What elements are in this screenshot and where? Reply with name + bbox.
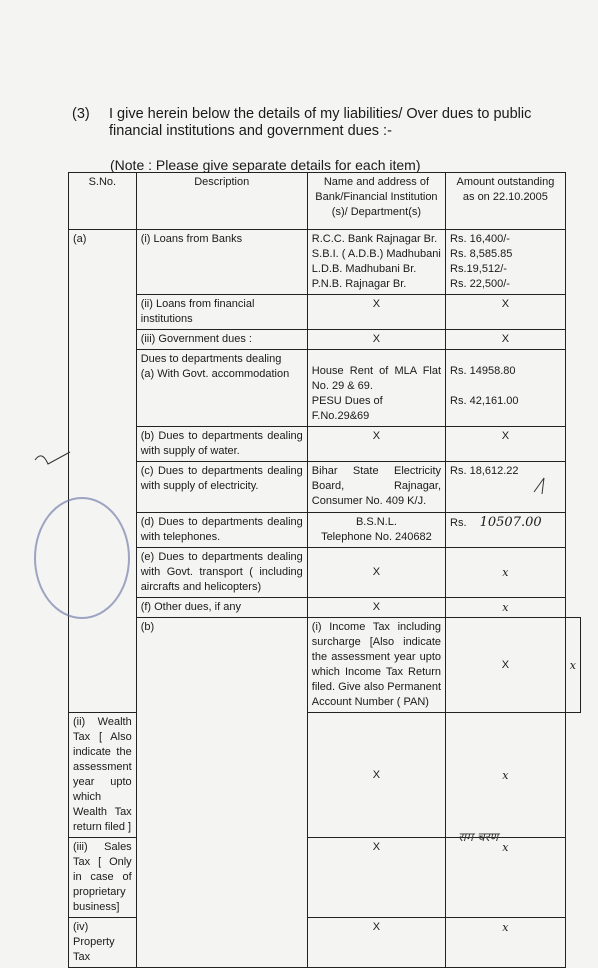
row-sno-a: (a): [69, 230, 137, 713]
handwritten-signature: राम चरण: [458, 830, 499, 844]
row-desc: [136, 350, 307, 427]
row-desc-line: (a) With Govt. accommodation: [140, 368, 290, 380]
row-amounts: [446, 230, 566, 295]
row-desc: (i) Income Tax including surcharge [Also indicate the assessment year upto which Income Tax Return filed. Give also Permanent Account Number ( PAN): [307, 618, 445, 713]
row-name-line: B.S.N.L.: [355, 516, 397, 528]
row-name: X: [307, 427, 445, 462]
loan-amount: Rs.19,512/-: [450, 263, 507, 275]
office-stamp: [34, 497, 130, 619]
table-row: [69, 618, 581, 713]
row-sno-b: (b): [136, 618, 307, 968]
row-name: X: [446, 618, 566, 713]
table-row: [69, 427, 581, 462]
table-row: [69, 330, 581, 350]
table-row: [69, 462, 581, 513]
table-row: [69, 230, 581, 295]
section-number: (3): [72, 106, 90, 122]
row-amount-line: Rs. 42,161.00: [450, 395, 519, 407]
row-desc: (f) Other dues, if any: [136, 598, 307, 618]
header-amount: Amount outstanding as on 22.10.2005: [446, 173, 566, 230]
table-row: [69, 295, 581, 330]
row-name: X: [307, 598, 445, 618]
loan-amount: Rs. 22,500/-: [450, 278, 510, 290]
row-desc: (e) Dues to departments dealing with Govt. transport ( including aircrafts and helicopters): [136, 548, 307, 598]
row-name: X: [307, 918, 445, 968]
row-amount: x: [446, 713, 566, 838]
row-amount: X: [446, 427, 566, 462]
row-name-line: PESU Dues of F.No.29&69: [311, 395, 383, 422]
row-name: X: [307, 838, 445, 918]
row-amount: X: [446, 330, 566, 350]
row-desc: (d) Dues to departments dealing with telephones.: [136, 513, 307, 548]
row-desc: (ii) Wealth Tax [ Also indicate the assessment year upto which Wealth Tax return filed ]: [69, 713, 137, 838]
handwritten-amount: 10507.00: [479, 515, 542, 530]
section-text: I give herein below the details of my liabilities/ Over dues to public financial institutions and government dues :-: [109, 106, 532, 139]
row-amount: [446, 350, 566, 427]
pen-mark-icon: [30, 440, 90, 480]
table-row: [69, 598, 581, 618]
row-name-line: Telephone No. 240682: [321, 531, 432, 543]
section-note: (Note : Please give separate details for each item): [110, 157, 421, 173]
amount-prefix: Rs.: [450, 517, 467, 529]
table-row: [69, 548, 581, 598]
row-name: X: [307, 295, 445, 330]
row-amount: x: [446, 598, 566, 618]
row-amount: x: [446, 918, 566, 968]
loan-amount: Rs. 16,400/-: [450, 233, 510, 245]
row-name: Bihar State Electricity Board, Rajnagar, Consumer No. 409 K/J.: [307, 462, 445, 513]
row-desc: (iv) Property Tax: [69, 918, 137, 968]
row-desc: (c) Dues to departments dealing with supply of electricity.: [136, 462, 307, 513]
bank-name: L.D.B. Madhubani Br.: [311, 263, 417, 275]
row-name: X: [307, 713, 445, 838]
header-name-address: Name and address of Bank/Financial Institution (s)/ Department(s): [307, 173, 445, 230]
row-name: [307, 350, 445, 427]
bank-name: P.N.B. Rajnagar Br.: [311, 278, 407, 290]
row-desc: (iii) Government dues :: [136, 330, 307, 350]
pen-tick-icon: [530, 472, 560, 502]
row-name-line: House Rent of MLA Flat No. 29 & 69.: [311, 365, 442, 392]
row-name: [307, 513, 445, 548]
row-amount: X: [446, 295, 566, 330]
table-header-row: [69, 173, 581, 230]
row-desc: (b) Dues to departments dealing with supply of water.: [136, 427, 307, 462]
row-amount: x: [446, 838, 566, 918]
row-desc: (iii) Sales Tax [ Only in case of proprietary business]: [69, 838, 137, 918]
row-amount: [446, 513, 566, 548]
row-name: X: [307, 330, 445, 350]
row-amount: x: [446, 548, 566, 598]
bank-name: R.C.C. Bank Rajnagar Br.: [311, 233, 438, 245]
table-row: [69, 513, 581, 548]
loan-amount: Rs. 8,585.85: [450, 248, 513, 260]
table-row: [69, 350, 581, 427]
row-amount: x: [565, 618, 580, 713]
row-amount-line: Rs. 14958.80: [450, 365, 516, 377]
row-desc: (i) Loans from Banks: [136, 230, 307, 295]
row-name: X: [307, 548, 445, 598]
header-sno: S.No.: [69, 173, 137, 230]
row-desc: (ii) Loans from financial institutions: [136, 295, 307, 330]
row-names: [307, 230, 445, 295]
liabilities-table: [68, 172, 581, 968]
row-amount: Rs. 18,612.22: [446, 462, 566, 513]
header-description: Description: [136, 173, 307, 230]
row-desc-line: Dues to departments dealing: [140, 353, 282, 365]
bank-name: S.B.I. ( A.D.B.) Madhubani: [311, 248, 441, 260]
